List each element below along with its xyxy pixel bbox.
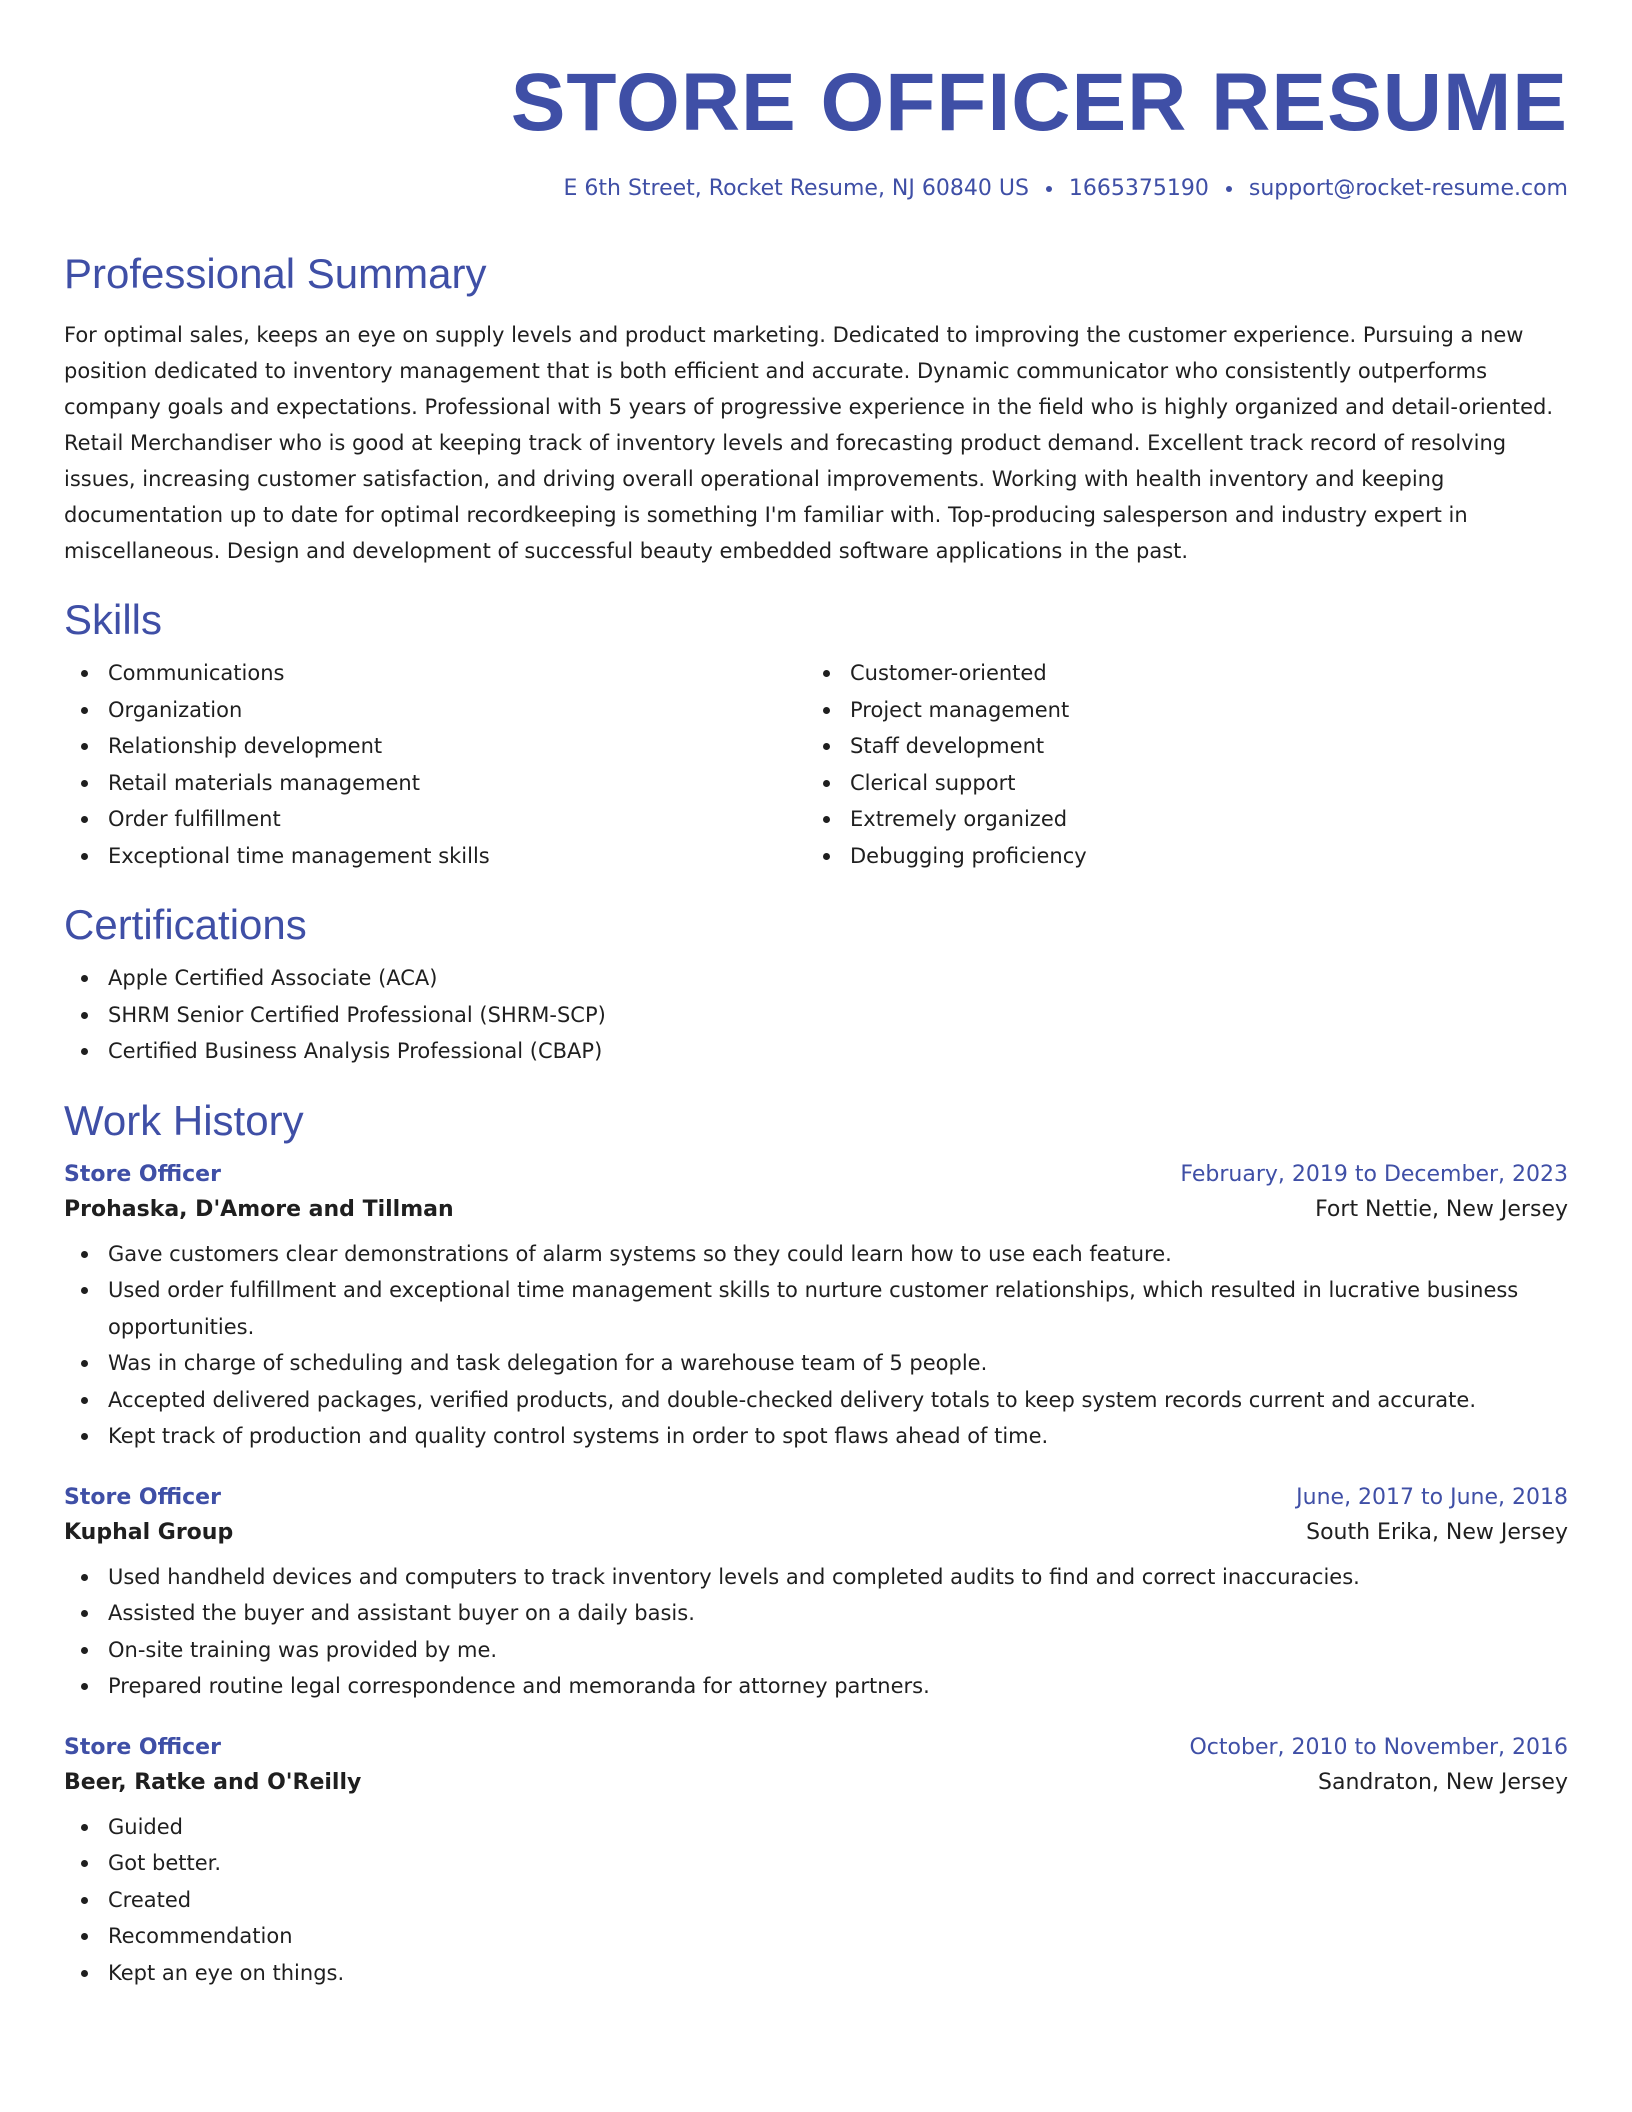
list-item: Accepted delivered packages, verified products, and double-checked delivery totals to keep system records current and accurate. [64,1382,1568,1419]
work-section [64,1096,1568,1992]
list-item: Apple Certified Associate (ACA) [64,960,1568,997]
job-company-row [64,1197,1568,1222]
summary-section [64,250,1568,569]
job-dates: June, 2017 to June, 2018 [1296,1484,1568,1510]
job-entry [64,1735,1568,1992]
job-bullets [64,1559,1568,1705]
work-heading: Work History [64,1096,304,1144]
skills-right-list [806,655,1548,874]
job-title: Store Officer [64,1484,221,1510]
list-item: Project management [806,692,1548,729]
job-company: Kuphal Group [64,1519,234,1545]
certifications-section [64,901,1568,1070]
job-title-row [64,1485,1568,1510]
job-title: Store Officer [64,1161,221,1187]
job-bullets [64,1809,1568,1992]
list-item: Created [64,1882,1568,1919]
job-company: Prohaska, D'Amore and Tillman [64,1196,454,1222]
job-entry [64,1162,1568,1455]
list-item: Clerical support [806,765,1548,802]
contact-email: support@rocket-resume.com [1248,176,1568,201]
list-item: Prepared routine legal correspondence and memoranda for attorney partners. [64,1668,1568,1705]
skills-section [64,596,1568,874]
list-item: Recommendation [64,1918,1568,1955]
job-entry [64,1485,1568,1705]
list-item: Kept an eye on things. [64,1955,1568,1992]
summary-heading: Professional Summary [64,250,487,297]
separator-dot [1046,186,1052,192]
job-title-row [64,1735,1568,1760]
separator-dot [1226,186,1232,192]
list-item: Assisted the buyer and assistant buyer on a daily basis. [64,1595,1568,1632]
job-title: Store Officer [64,1734,221,1760]
list-item: Kept track of production and quality control systems in order to spot flaws ahead of time. [64,1418,1568,1455]
certifications-list [64,960,1568,1070]
contact-address: E 6th Street, Rocket Resume, NJ 60840 US [563,176,1029,201]
list-item: Was in charge of scheduling and task delegation for a warehouse team of 5 people. [64,1345,1568,1382]
job-dates: October, 2010 to November, 2016 [1189,1734,1568,1760]
resume-title: STORE OFFICER RESUME [510,57,1568,148]
list-item: Got better. [64,1845,1568,1882]
job-location: Fort Nettie, New Jersey [1315,1196,1568,1222]
skills-heading: Skills [64,596,163,643]
skills-columns [64,655,1568,874]
list-item: Staff development [806,728,1548,765]
list-item: Retail materials management [64,765,806,802]
list-item: Gave customers clear demonstrations of alarm systems so they could learn how to use each feature. [64,1236,1568,1273]
contact-phone: 1665375190 [1068,176,1209,201]
list-item: On-site training was provided by me. [64,1632,1568,1669]
job-company: Beer, Ratke and O'Reilly [64,1769,362,1795]
list-item: Used handheld devices and computers to track inventory levels and completed audits to find and correct inaccuracies. [64,1559,1568,1596]
job-title-row [64,1162,1568,1187]
list-item: Guided [64,1809,1568,1846]
job-location: Sandraton, New Jersey [1318,1769,1568,1795]
job-dates: February, 2019 to December, 2023 [1180,1161,1568,1187]
list-item: Debugging proficiency [806,838,1548,875]
job-company-row [64,1520,1568,1545]
resume-page [0,57,1632,2112]
list-item: Communications [64,655,806,692]
list-item: Customer-oriented [806,655,1548,692]
summary-text: For optimal sales, keeps an eye on supply levels and product marketing. Dedicated to improving the customer experience. Pursuing a new position dedicated to inventory management that is both efficient and accurate. Dynamic communicator who consistently outperforms company goals and expectations. Professional with 5 years of progressive experience in the field who is highly organized and detail-oriented. Retail Merchandiser who is good at keeping track of inventory levels and forecasting product demand. Excellent track record of resolving issues, increasing customer satisfaction, and driving overall operational improvements. Working with health inventory and keeping documentation up to date for optimal recordkeeping is something I'm familiar with. Top-producing salesperson and industry expert in miscellaneous. Design and development of successful beauty embedded software applications in the past. [64,323,1554,563]
list-item: Used order fulfillment and exceptional time management skills to nurture customer relationships, which resulted in lucrative business opportunities. [64,1272,1568,1345]
skills-left-list [64,655,806,874]
contact-line [64,178,1568,200]
job-company-row [64,1770,1568,1795]
job-bullets [64,1236,1568,1455]
list-item: Certified Business Analysis Professional (CBAP) [64,1033,1568,1070]
certifications-heading: Certifications [64,901,307,948]
job-location: South Erika, New Jersey [1306,1519,1568,1545]
list-item: Relationship development [64,728,806,765]
list-item: Order fulfillment [64,801,806,838]
list-item: Organization [64,692,806,729]
list-item: Extremely organized [806,801,1548,838]
list-item: Exceptional time management skills [64,838,806,875]
list-item: SHRM Senior Certified Professional (SHRM-SCP) [64,997,1568,1034]
